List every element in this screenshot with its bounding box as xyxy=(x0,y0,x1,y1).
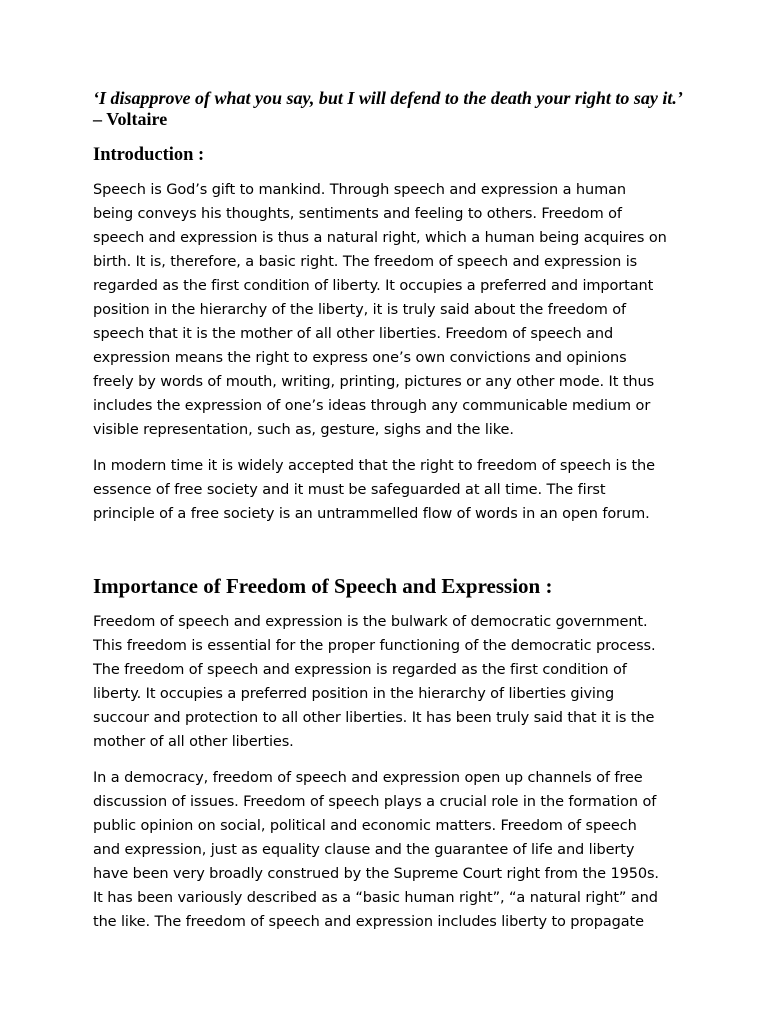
text-line: visible representation, such as, gesture, sighs and the like. xyxy=(93,422,514,438)
text-line: the like. The freedom of speech and expression includes liberty to propagate xyxy=(93,914,644,930)
text-line: have been very broadly construed by the Supreme Court right from the 1950s. xyxy=(93,866,659,882)
text-line: and expression, just as equality clause and the guarantee of life and liberty xyxy=(93,842,635,858)
text-line: speech that it is the mother of all other liberties. Freedom of speech and xyxy=(93,326,614,342)
text-line: position in the hierarchy of the liberty, it is truly said about the freedom of xyxy=(93,302,627,318)
text-line: speech and expression is thus a natural right, which a human being acquires on xyxy=(93,230,667,246)
section-heading-introduction: Introduction : xyxy=(93,145,205,165)
text-line: expression means the right to express one’s own convictions and opinions xyxy=(93,350,627,366)
text-line: The freedom of speech and expression is regarded as the first condition of xyxy=(93,662,627,678)
text-line: It has been variously described as a “basic human right”, “a natural right” and xyxy=(93,890,658,906)
text-line: being conveys his thoughts, sentiments and feeling to others. Freedom of xyxy=(93,206,622,222)
text-line: freely by words of mouth, writing, printing, pictures or any other mode. It thus xyxy=(93,374,655,390)
text-line: This freedom is essential for the proper functioning of the democratic process. xyxy=(93,638,656,654)
text-line: essence of free society and it must be safeguarded at all time. The first xyxy=(93,482,606,498)
paragraph xyxy=(93,766,693,934)
text-line: discussion of issues. Freedom of speech plays a crucial role in the formation of xyxy=(93,794,657,810)
paragraph xyxy=(93,178,693,442)
quote-text: ‘I disapprove of what you say, but I will defend to the death your right to say it.’ xyxy=(93,88,683,108)
quote-author: Voltaire xyxy=(106,109,168,129)
quote-separator: – xyxy=(93,109,107,129)
paragraph xyxy=(93,610,693,754)
text-line: In modern time it is widely accepted that the right to freedom of speech is the xyxy=(93,458,655,474)
paragraph xyxy=(93,454,693,526)
text-line: In a democracy, freedom of speech and expression open up channels of free xyxy=(93,770,643,786)
text-line: Speech is God’s gift to mankind. Through speech and expression a human xyxy=(93,182,626,198)
text-line: birth. It is, therefore, a basic right. The freedom of speech and expression is xyxy=(93,254,638,270)
text-line: succour and protection to all other liberties. It has been truly said that it is the xyxy=(93,710,655,726)
text-line: Freedom of speech and expression is the bulwark of democratic government. xyxy=(93,614,648,630)
epigraph-quote xyxy=(93,88,693,130)
text-line: public opinion on social, political and economic matters. Freedom of speech xyxy=(93,818,637,834)
text-line: liberty. It occupies a preferred position in the hierarchy of liberties giving xyxy=(93,686,615,702)
text-line: mother of all other liberties. xyxy=(93,734,294,750)
section-heading-importance: Importance of Freedom of Speech and Expression : xyxy=(93,574,553,598)
text-line: principle of a free society is an untrammelled flow of words in an open forum. xyxy=(93,506,650,522)
text-line: includes the expression of one’s ideas through any communicable medium or xyxy=(93,398,651,414)
text-line: regarded as the first condition of liberty. It occupies a preferred and important xyxy=(93,278,654,294)
